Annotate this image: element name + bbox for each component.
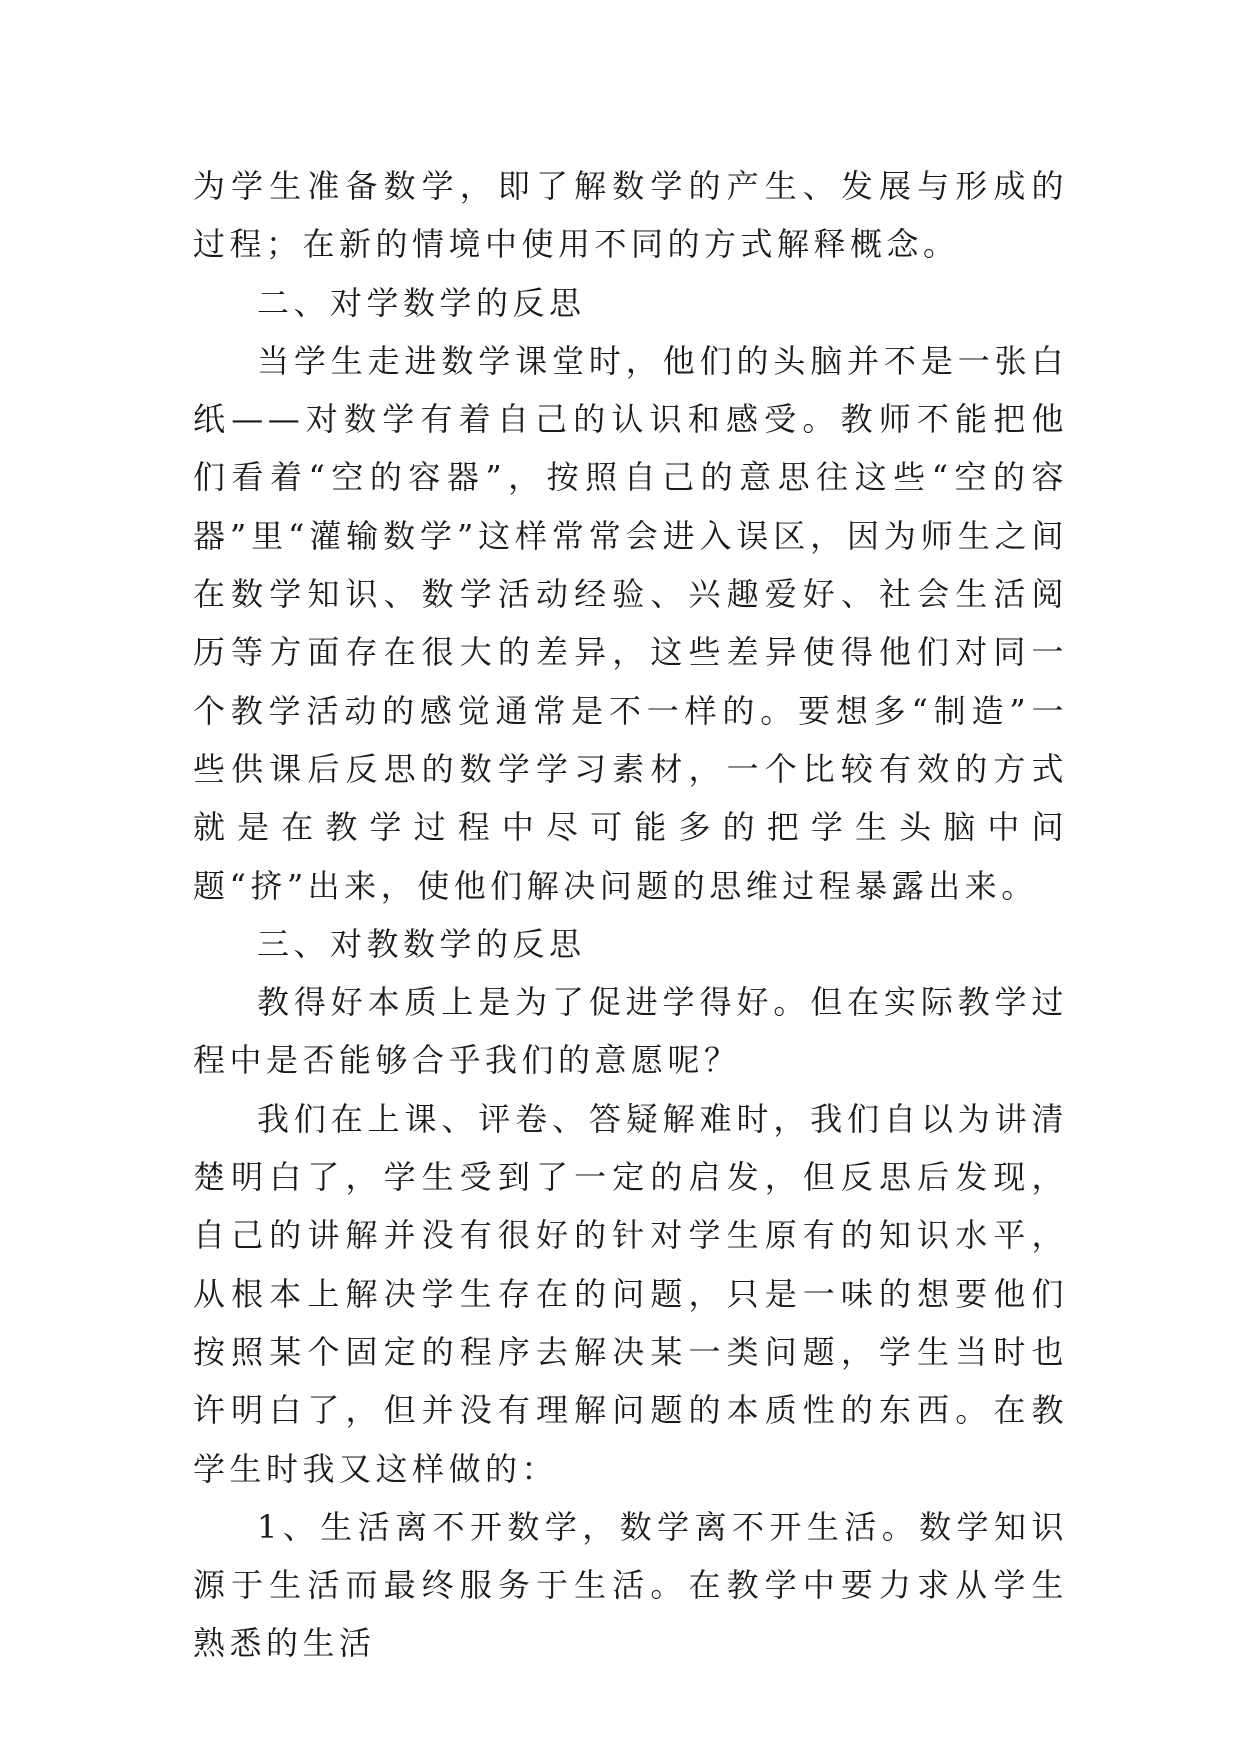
paragraph: 1、生活离不开数学，数学离不开生活。数学知识源于生活而最终服务于生活。在教学中要力求从学生熟悉的生活 (193, 1507, 1068, 1663)
paragraph: 教得好本质上是为了促进学得好。但在实际教学过程中是否能够合乎我们的意愿呢？ (193, 983, 1068, 1080)
paragraph: 为学生准备数学，即了解数学的产生、发展与形成的过程；在新的情境中使用不同的方式解释概念。 (193, 167, 1068, 264)
paragraph: 我们在上课、评卷、答疑解难时，我们自以为讲清楚明白了，学生受到了一定的启发，但反思后发现，自己的讲解并没有很好的针对学生原有的知识水平，从根本上解决学生存在的问题，只是一味的想要他们按照某个固定的程序去解决某一类问题，学生当时也许明白了，但并没有理解问题的本质性的东西。在教学生时我又这样做的： (193, 1099, 1068, 1488)
document-body (193, 157, 1068, 1673)
section-heading-2: 二、对学数学的反思 (257, 283, 586, 322)
paragraph: 当学生走进数学课堂时，他们的头脑并不是一张白纸——对数学有着自己的认识和感受。教师不能把他们看着“空的容器”，按照自己的意思往这些“空的容器”里“灌输数学”这样常常会进入误区，因为师生之间在数学知识、数学活动经验、兴趣爱好、社会生活阅历等方面存在很大的差异，这些差异使得他们对同一个教学活动的感觉通常是不一样的。要想多“制造”一些供课后反思的数学学习素材，一个比较有效的方式就是在教学过程中尽可能多的把学生头脑中问题“挤”出来，使他们解决问题的思维过程暴露出来。 (193, 341, 1068, 905)
section-heading-3: 三、对教数学的反思 (257, 924, 586, 963)
